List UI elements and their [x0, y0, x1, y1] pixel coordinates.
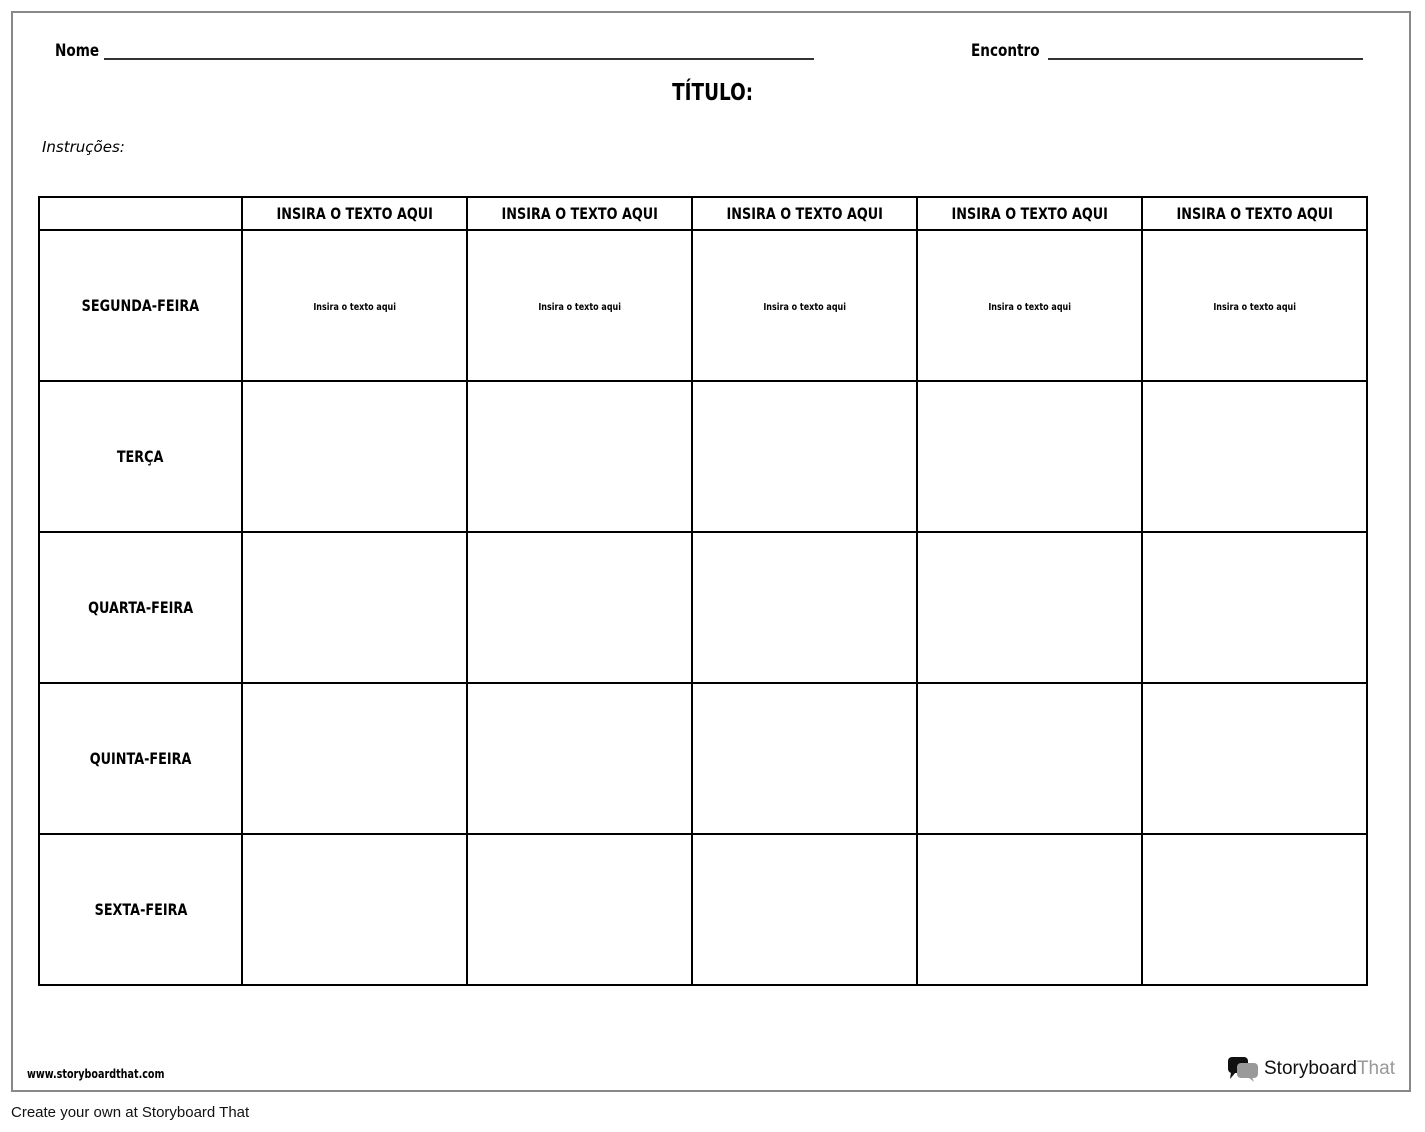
table-row	[39, 381, 1367, 532]
table-row	[39, 230, 1367, 381]
table-row	[39, 834, 1367, 985]
instructions-label: Instruções:	[42, 138, 125, 156]
table-cell[interactable]	[692, 230, 917, 381]
column-header[interactable]	[467, 197, 692, 230]
table-cell[interactable]	[917, 532, 1142, 683]
table-cell[interactable]	[242, 683, 467, 834]
table-cell[interactable]	[467, 532, 692, 683]
meeting-label: Encontro	[971, 41, 1040, 61]
table-cell[interactable]	[242, 381, 467, 532]
page-title: TÍTULO:	[672, 80, 753, 106]
column-header-text: INSIRA O TEXTO AQUI	[726, 203, 883, 223]
table-cell[interactable]	[467, 834, 692, 985]
table-cell[interactable]	[467, 230, 692, 381]
column-header-text: INSIRA O TEXTO AQUI	[1176, 203, 1333, 223]
cell-text: Insira o texto aqui	[313, 301, 396, 313]
day-cell	[39, 230, 242, 381]
cell-text: Insira o texto aqui	[1213, 301, 1296, 313]
table-row	[39, 683, 1367, 834]
storyboardthat-logo[interactable]	[1228, 1056, 1395, 1082]
cell-text: Insira o texto aqui	[988, 301, 1071, 313]
table-row	[39, 532, 1367, 683]
speech-bubbles-icon	[1228, 1056, 1258, 1082]
table-cell[interactable]	[242, 230, 467, 381]
table-cell[interactable]	[242, 834, 467, 985]
table-cell[interactable]	[1142, 381, 1367, 532]
column-header-text: INSIRA O TEXTO AQUI	[951, 203, 1108, 223]
table-cell[interactable]	[1142, 532, 1367, 683]
day-cell	[39, 381, 242, 532]
table-cell[interactable]	[1142, 834, 1367, 985]
header-row	[39, 197, 1367, 230]
website-text: www.storyboardthat.com	[27, 1067, 165, 1081]
day-label: QUARTA-FEIRA	[87, 597, 194, 617]
cell-text: Insira o texto aqui	[538, 301, 621, 313]
table-cell[interactable]	[1142, 230, 1367, 381]
table-cell[interactable]	[1142, 683, 1367, 834]
day-label: SEGUNDA-FEIRA	[81, 295, 200, 315]
table-cell[interactable]	[917, 683, 1142, 834]
day-cell	[39, 532, 242, 683]
table-cell[interactable]	[467, 381, 692, 532]
table-cell[interactable]	[917, 834, 1142, 985]
name-label: Nome	[55, 41, 100, 61]
day-label: TERÇA	[117, 446, 164, 466]
day-label: SEXTA-FEIRA	[94, 899, 187, 919]
column-header[interactable]	[1142, 197, 1367, 230]
name-field-line[interactable]	[104, 58, 814, 60]
schedule-table	[38, 196, 1368, 986]
day-label: QUINTA-FEIRA	[89, 748, 192, 768]
table-cell[interactable]	[917, 230, 1142, 381]
column-header[interactable]	[692, 197, 917, 230]
column-header-text: INSIRA O TEXTO AQUI	[276, 203, 433, 223]
table-cell[interactable]	[467, 683, 692, 834]
table-cell[interactable]	[242, 532, 467, 683]
day-cell	[39, 683, 242, 834]
cell-text: Insira o texto aqui	[763, 301, 846, 313]
table-cell[interactable]	[917, 381, 1142, 532]
column-header[interactable]	[242, 197, 467, 230]
table-cell[interactable]	[692, 381, 917, 532]
day-cell	[39, 834, 242, 985]
table-cell[interactable]	[692, 532, 917, 683]
table-cell[interactable]	[692, 683, 917, 834]
logo-text-that: That	[1356, 1058, 1395, 1079]
column-header[interactable]	[39, 197, 242, 230]
column-header[interactable]	[917, 197, 1142, 230]
column-header-text: INSIRA O TEXTO AQUI	[501, 203, 658, 223]
logo-text: Storyboard	[1264, 1058, 1357, 1079]
table-cell[interactable]	[692, 834, 917, 985]
create-your-own-link[interactable]: Create your own at Storyboard That	[11, 1104, 250, 1121]
meeting-field-line[interactable]	[1048, 58, 1363, 60]
